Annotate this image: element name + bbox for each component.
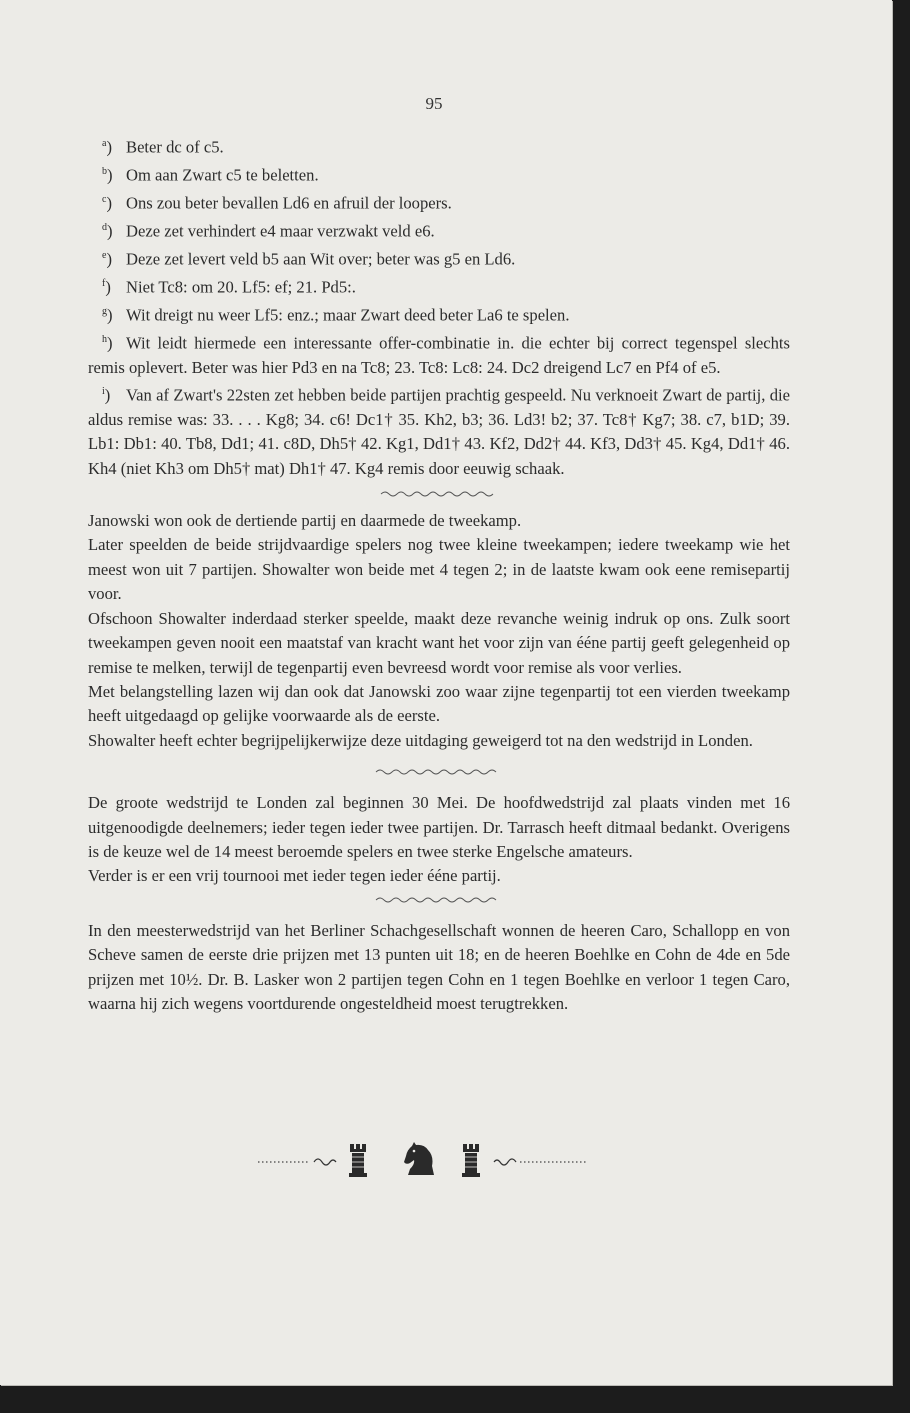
footnote-text: Wit dreigt nu weer Lf5: enz.; maar Zwart deed beter La6 te spelen. [126, 305, 570, 325]
footnote [88, 380, 790, 481]
paragraph: Verder is er een vrij tournooi met ieder tegen ieder ééne partij. [88, 866, 501, 886]
footnotes [88, 132, 790, 481]
footnote-text: Ons zou beter bevallen Ld6 en afruil der loopers. [126, 193, 452, 213]
section-london-tournament [88, 791, 790, 889]
footnote-marker: $^g$) [102, 305, 113, 325]
footnote [88, 216, 790, 244]
page-number: 95 [425, 94, 443, 113]
chess-ornament [258, 1140, 588, 1180]
footnote-text: Deze zet levert veld b5 aan Wit over; beter was g5 en Ld6. [126, 249, 516, 269]
footnote-text: Niet Tc8: om 20. Lf5: ef; 21. Pd5:. [126, 277, 356, 297]
footnote-marker: $^a$) [102, 137, 112, 157]
footnote-marker: $^e$) [102, 249, 112, 269]
footnote [88, 300, 790, 328]
section-divider [374, 895, 504, 905]
paragraph: Ofschoon Showalter inderdaad sterker speelde, maakt deze revanche weinig indruk op ons. Zulk soort tweekampen geven nooit een maatstaf van kracht want het voor zijn van ééne partij geeft gelegenheid op remise te melken, terwijl de tegenpartij even bevreesd wordt voor remise als voor verlies. [88, 608, 790, 677]
section-divider [374, 767, 504, 777]
footnote-text: Van af Zwart's 22sten zet hebben beide partijen prachtig gespeeld. Nu verknoeit Zwart de partij, die aldus remise was: 33. . . . Kg8; 34. c6! Dc1† 35. Kh2, b3; 36. Ld3! b2; 37. Tc8† Kg7; 38. c7, b1D; 39. Lb1: Db1: 40. Tb8, Dd1; 41. c8D, Dh5† 42. Kg1, Dd1† 43. Kf2, Dd2† 44. Kf3, Dd3† 45. Kg4, Dd1† 46. Kh4 (niet Kh3 om Dh5† mat) Dh1† 47. Kg4 remis door eeuwig schaak. [88, 385, 790, 478]
paragraph: De groote wedstrijd te Londen zal beginnen 30 Mei. De hoofdwedstrijd zal plaats vinden met 16 uitgenoodigde deelnemers; ieder tegen ieder twee partijen. Dr. Tarrasch heeft ditmaal bedankt. Overigens is de keuze wel de 14 meest beroemde spelers en twee sterke Engelsche amateurs. [88, 793, 790, 861]
page-content [88, 132, 790, 1016]
footnote [88, 328, 790, 380]
rook-icon [462, 1144, 480, 1177]
footnote-marker: $^b$) [102, 165, 113, 185]
footnote [88, 244, 790, 272]
footnote [88, 272, 790, 300]
footnote-text: Om aan Zwart c5 te beletten. [126, 165, 319, 185]
paragraph: Janowski won ook de dertiende partij en daarmede de tweekamp. [88, 511, 522, 531]
footnote-text: Wit leidt hiermede een interessante offer-combinatie in. die echter bij correct tegenspel slechts remis oplevert. Beter was hier Pd3 en na Tc8; 23. Tc8: Lc8: 24. Dc2 dreigend Lc7 en Pf4 of e5. [88, 333, 790, 377]
paragraph: Met belangstelling lazen wij dan ook dat Janowski zoo waar zijne tegenpartij tot een vierden tweekamp heeft uitgedaagd op gelijke voorwaarde als de eerste. [88, 681, 790, 726]
paragraph: Showalter heeft echter begrijpelijkerwijze deze uitdaging geweigerd tot na den wedstrijd in Londen. [88, 730, 753, 750]
knight-icon [404, 1142, 434, 1175]
footnote-text: Beter dc of c5. [126, 137, 224, 157]
footnote-marker: $^d$) [102, 221, 113, 241]
paragraph: Later speelden de beide strijdvaardige spelers nog twee kleine tweekampen; iedere tweekamp wie het meest won uit 7 partijen. Showalter won beide met 4 tegen 2; in de laatste kwam ook eene remisepartij voor. [88, 535, 790, 604]
rook-icon [349, 1144, 367, 1177]
footnote-marker: $^c$) [102, 193, 112, 213]
paragraph: In den meesterwedstrijd van het Berliner Schachgesellschaft wonnen de heeren Caro, Schallopp en von Scheve samen de eerste drie prijzen met 13 punten uit 18; en de heeren Boehlke en Cohn de 4de en 5de prijzen met 10½. Dr. B. Lasker won 2 partijen tegen Cohn en 1 tegen Boehlke en verloor 1 tegen Caro, waarna hij zich wegens voortdurende ongesteldheid moest terugtrekken. [88, 920, 790, 1013]
section-divider [379, 489, 499, 499]
footnote-marker: $^h$) [102, 333, 113, 353]
footnote [88, 132, 790, 160]
footnote-text: Deze zet verhindert e4 maar verzwakt veld e6. [126, 221, 435, 241]
section-janowski-showalter [88, 509, 790, 753]
footnote-marker: $^i$) [102, 385, 111, 405]
footnote [88, 188, 790, 216]
footnote [88, 160, 790, 188]
footnote-marker: $^f$) [102, 277, 111, 297]
section-berlin-tournament [88, 919, 790, 1017]
